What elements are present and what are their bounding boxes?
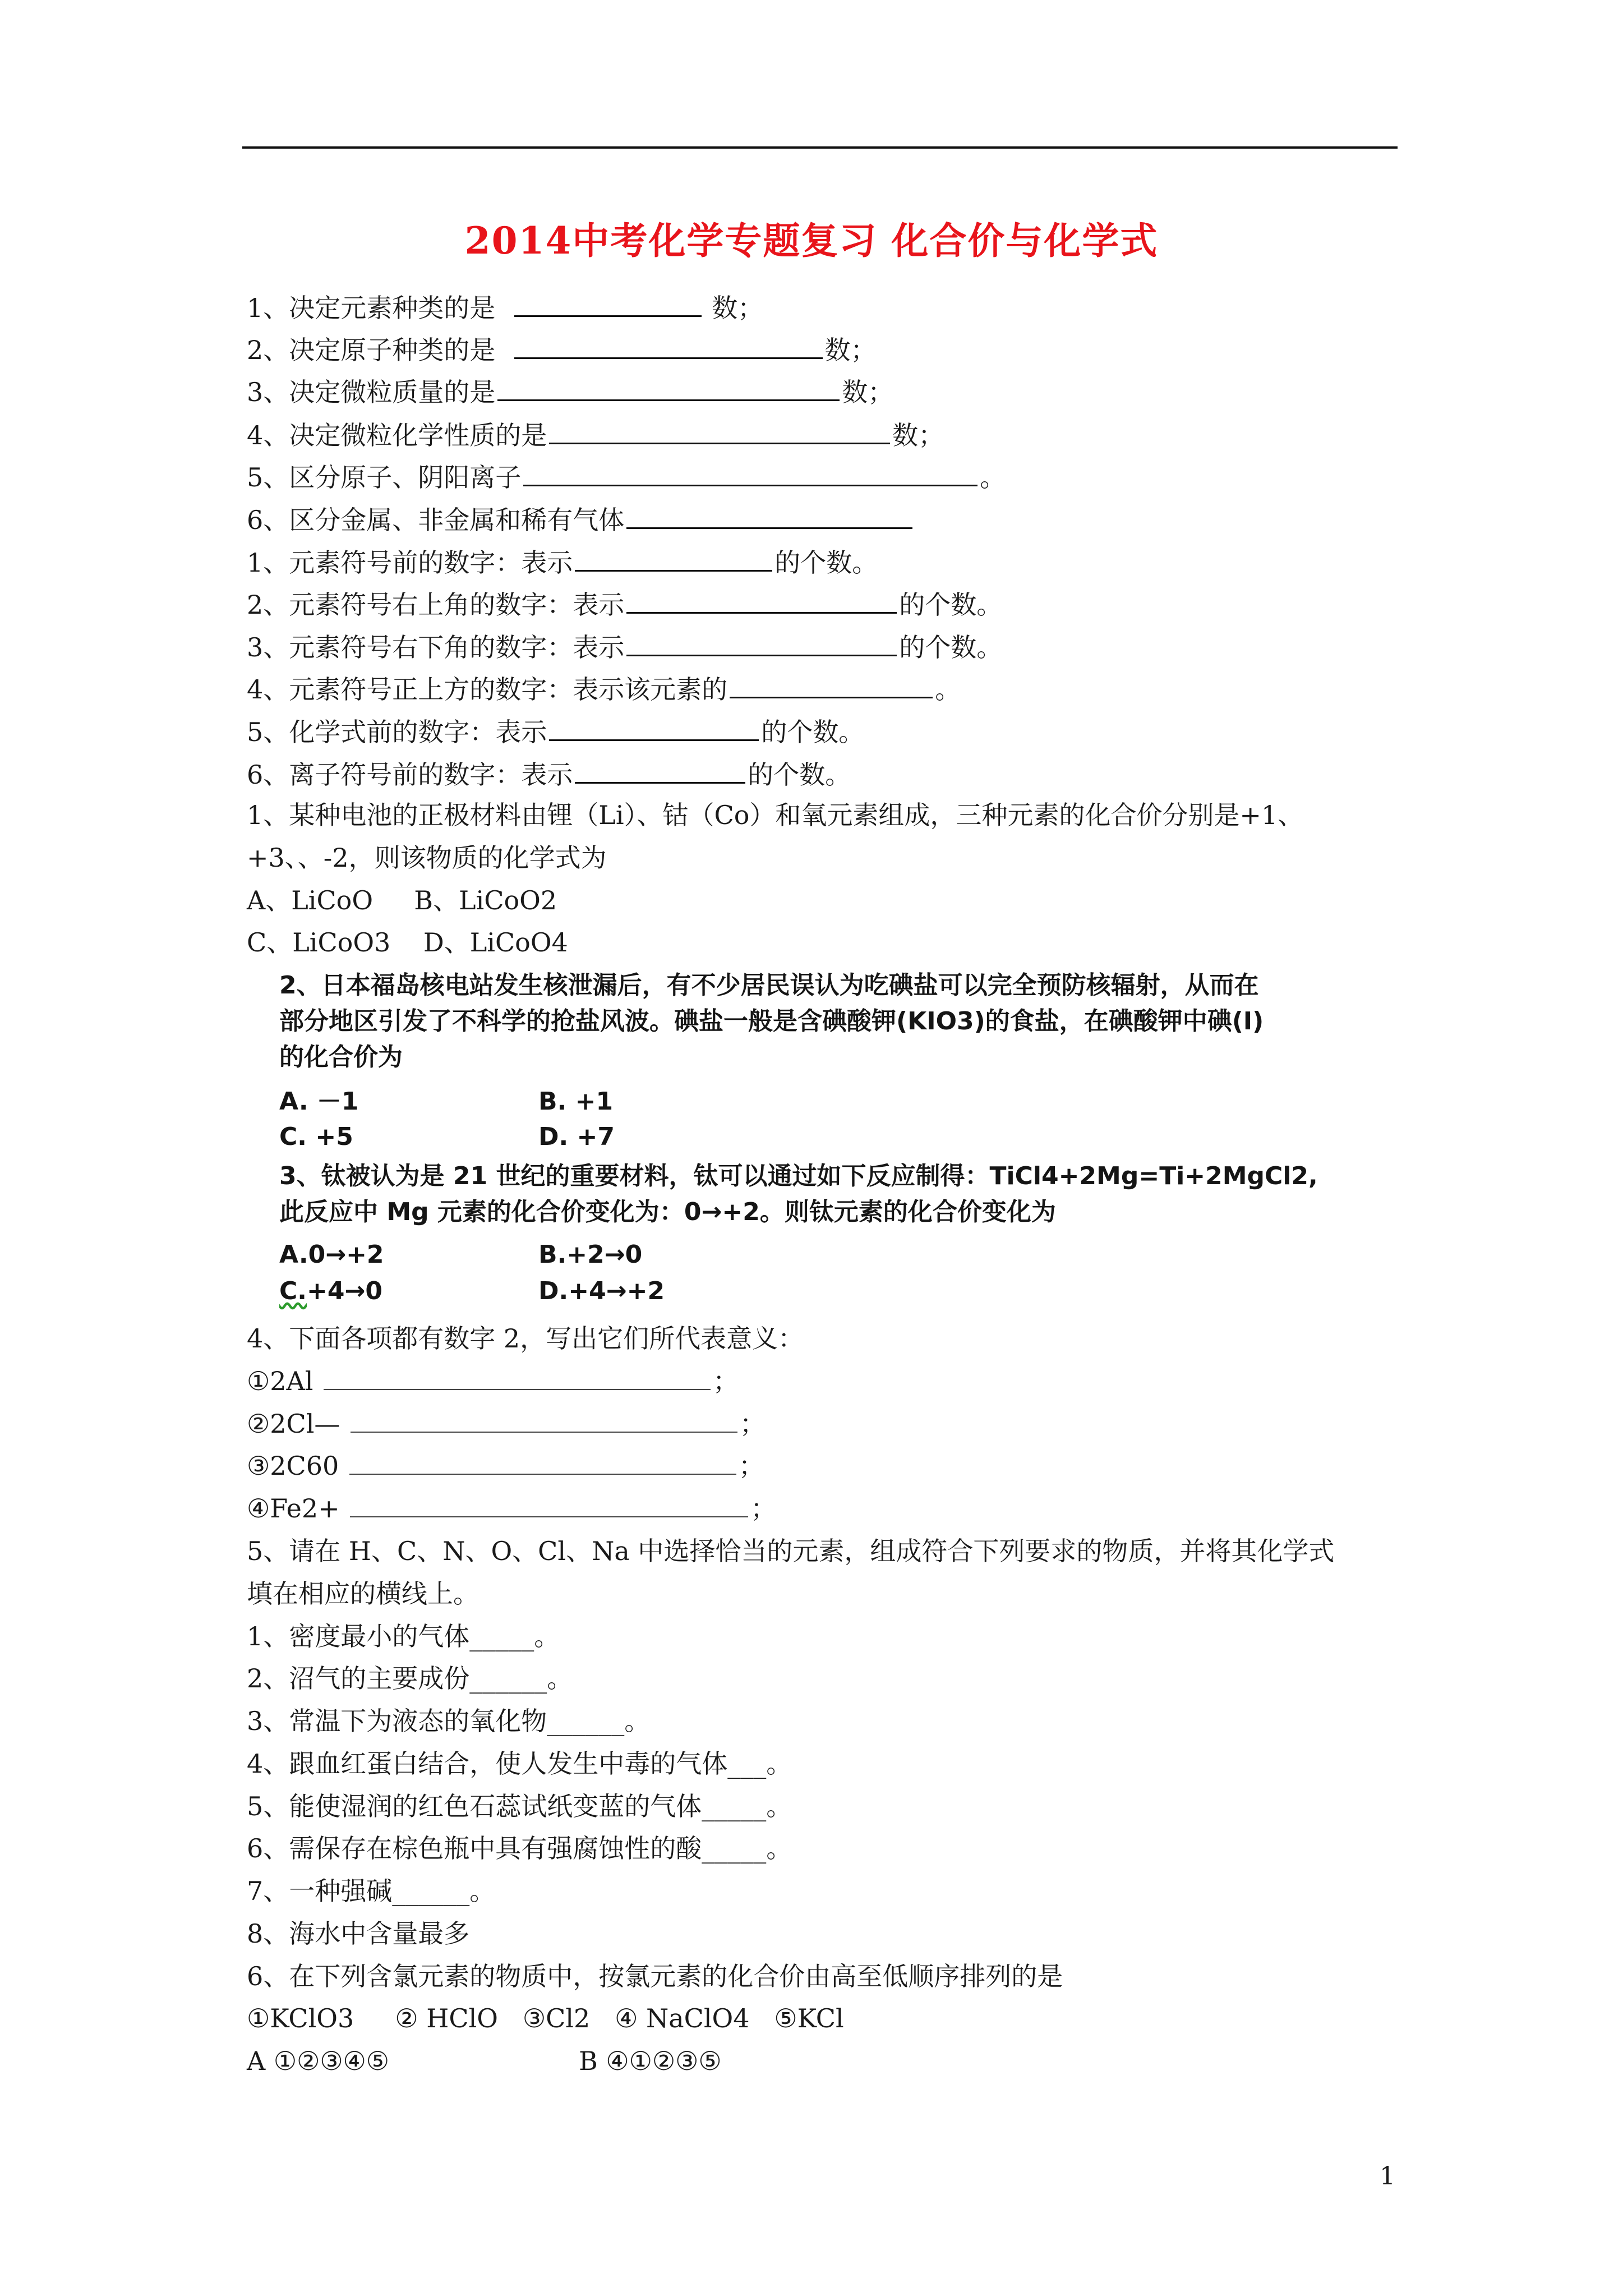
question-4-stem: 4、下面各项都有数字 2，写出它们所代表意义：: [247, 1323, 804, 1354]
fill-line: ④Fe2+ ；: [247, 1492, 776, 1525]
fill-line: 2、元素符号右上角的数字：表示 的个数。: [247, 586, 1002, 622]
list-item: 4、跟血红蛋白结合，使人发生中毒的气体___。: [247, 1749, 792, 1779]
list-item: 8、海水中含量最多: [247, 1918, 470, 1949]
fill-line: 5、区分原子、阴阳离子 。: [247, 459, 1006, 494]
question-6-options: A ①②③④⑤ B ④①②③⑤: [247, 2046, 722, 2076]
question-1-options: A、LiCoO B、LiCoO2: [247, 885, 557, 915]
question-1-stem: 1、某种电池的正极材料由锂（Li）、钴（Co）和氧元素组成，三种元素的化合价分别是+1、: [247, 800, 1304, 830]
list-item: 2、沼气的主要成份______。: [247, 1663, 573, 1694]
question-5-stem: 5、请在 H、C、N、O、Cl、Na 中选择恰当的元素，组成符合下列要求的物质，并将其化学式: [247, 1536, 1335, 1566]
question-2-options: C. +5 D. +7: [279, 1122, 615, 1151]
question-1-options: C、LiCoO3 D、LiCoO4: [247, 927, 568, 958]
question-5-stem: 填在相应的横线上。: [247, 1579, 479, 1609]
question-2-stem: 的化合价为: [279, 1043, 403, 1071]
fill-line: 6、区分金属、非金属和稀有气体: [247, 501, 915, 537]
list-item: 1、密度最小的气体_____。: [247, 1621, 560, 1651]
fill-line: 1、元素符号前的数字：表示 的个数。: [247, 544, 878, 579]
header-rule: [242, 146, 1398, 149]
page-title: 2014中考化学专题复习 化合价与化学式: [464, 219, 1159, 263]
fill-line: 1、决定元素种类的是 数；: [247, 289, 763, 325]
fill-line: ①2Al ；: [247, 1364, 739, 1398]
question-3-stem: 此反应中 Mg 元素的化合价变化为：0→+2。则钛元素的化合价变化为: [279, 1198, 1056, 1226]
fill-line: 2、决定原子种类的是 数；: [247, 332, 877, 367]
question-3-options: C.+4→0 D.+4→+2: [279, 1277, 665, 1305]
question-3-options: A.0→+2 B.+2→0: [279, 1240, 643, 1269]
list-item: 7、一种强碱______。: [247, 1876, 496, 1906]
list-item: 6、需保存在棕色瓶中具有强腐蚀性的酸_____。: [247, 1833, 792, 1864]
fill-line: ③2C60 ；: [247, 1449, 764, 1483]
fill-line: 4、决定微粒化学性质的是 数；: [247, 417, 944, 452]
fill-line: 3、元素符号右下角的数字：表示 的个数。: [247, 629, 1002, 664]
question-2-stem: 部分地区引发了不科学的抢盐风波。碘盐一般是含碘酸钾(KIO3)的食盐，在碘酸钾中碘(I): [279, 1007, 1264, 1036]
list-item: 5、能使湿润的红色石蕊试纸变蓝的气体_____。: [247, 1791, 792, 1821]
question-1-stem: +3、、-2，则该物质的化学式为: [247, 843, 607, 873]
fill-line: 3、决定微粒质量的是 数；: [247, 374, 893, 409]
question-6-stem: 6、在下列含氯元素的物质中，按氯元素的化合价由高至低顺序排列的是: [247, 1961, 1063, 1991]
question-3-stem: 3、钛被认为是 21 世纪的重要材料，钛可以通过如下反应制得：TiCl4+2Mg=Ti+2MgCl2,: [279, 1162, 1318, 1190]
fill-line: 6、离子符号前的数字：表示 的个数。: [247, 756, 851, 792]
question-2-stem: 2、日本福岛核电站发生核泄漏后，有不少居民误认为吃碘盐可以完全预防核辐射，从而在: [279, 971, 1259, 1000]
question-2-options: A. －1 B. +1: [279, 1087, 614, 1116]
page-number: 1: [1380, 2162, 1395, 2191]
fill-line: 4、元素符号正上方的数字：表示该元素的 。: [247, 671, 961, 706]
list-item: 3、常温下为液态的氧化物______。: [247, 1706, 651, 1736]
fill-line: 5、化学式前的数字：表示 的个数。: [247, 714, 864, 749]
question-6-compounds: ①KClO3 ② HClO ③Cl2 ④ NaClO4 ⑤KCl: [247, 2003, 844, 2033]
fill-line: ②2Cl— ；: [247, 1407, 766, 1441]
